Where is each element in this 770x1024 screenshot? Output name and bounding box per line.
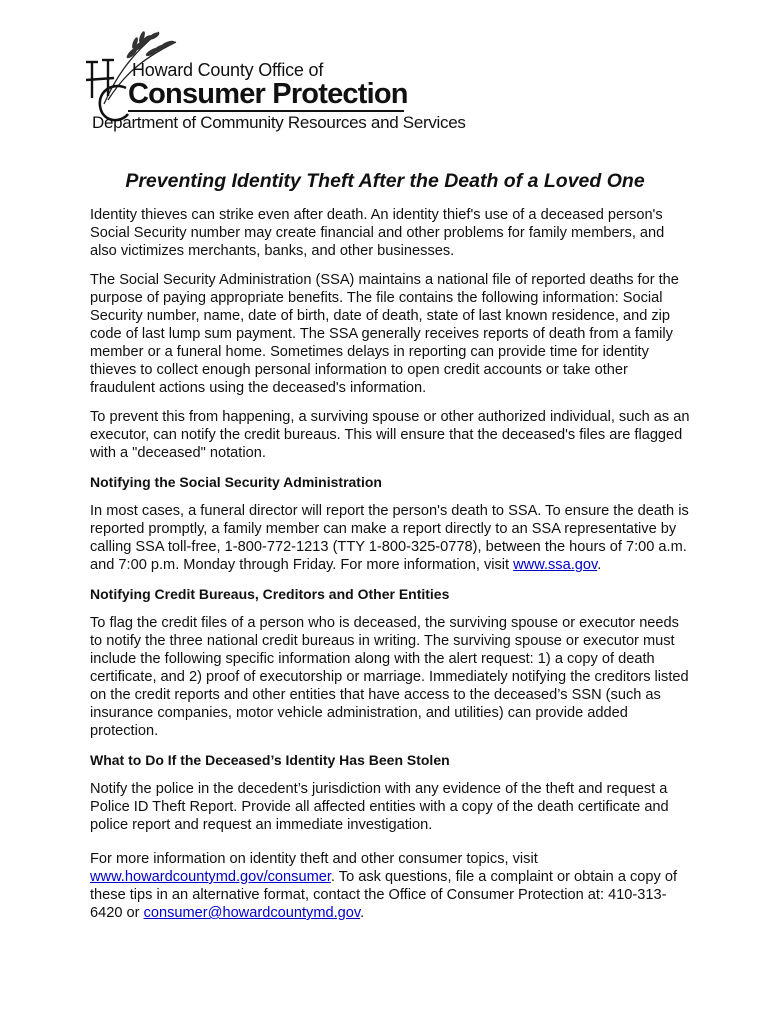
more-info-end: .: [360, 905, 365, 921]
stolen-section-paragraph: Notify the police in the decedent’s jurisdiction with any evidence of the theft and request a Police ID Theft Report. Provide all affected entities with a copy of the death certificate and police report and request an immediate investigation.: [90, 781, 669, 833]
more-info-paragraph: [90, 850, 690, 922]
consumer-website-link[interactable]: www.howardcountymd.gov/consumer: [90, 869, 331, 885]
credit-section-heading: Notifying Credit Bureaus, Creditors and Other Entities: [90, 586, 450, 602]
intro-paragraph: Identity thieves can strike even after death. An identity thief's use of a deceased person's Social Security number may create financial and other problems for family members, and also victimizes merchants, banks, and other businesses.: [90, 207, 665, 259]
ssa-website-link[interactable]: www.ssa.gov: [513, 557, 598, 573]
ssa-file-paragraph: The Social Security Administration (SSA) maintains a national file of reported deaths for the purpose of paying appropriate benefits. The file contains the following information: Social Security number, name, date of birth, date of death, state of last known residence, and zip code of last lump sum payment. The SSA generally receives reports of death from a family member or a funeral home. Sometimes delays in reporting can provide time for identity thieves to collect enough personal information to open credit accounts or take other fraudulent actions using the deceased's information.: [90, 272, 679, 396]
document-title: Preventing Identity Theft After the Death of a Loved One: [125, 170, 645, 192]
org-name-line2: Consumer Protection: [128, 78, 408, 110]
consumer-email-link[interactable]: consumer@howardcountymd.gov: [143, 905, 361, 921]
ssa-section-end: .: [597, 557, 602, 573]
prevention-paragraph: To prevent this from happening, a surviving spouse or other authorized individual, such as an executor, can notify the credit bureaus. This will ensure that the deceased's files are flagged with a "deceased" notation.: [90, 409, 690, 461]
contact-text: . To ask questions, file a complaint or obtain a copy of these tips in an alternative format, contact the Office of Consumer Protection at: 410-313-6420 or: [90, 869, 678, 921]
stolen-section-heading: What to Do If the Deceased’s Identity Has Been Stolen: [90, 752, 450, 768]
ssa-section-text: In most cases, a funeral director will report the person's death to SSA. To ensure the death is reported promptly, a family member can make a report directly to an SSA representative by calling SSA toll-free, 1-800-772-1213 (TTY 1-800-325-0778), between the hours of 7:00 a.m. and 7:00 p.m. Monday through Friday. For more information, visit: [90, 503, 689, 573]
document-body: [90, 206, 690, 933]
credit-section-paragraph: To flag the credit files of a person who is deceased, the surviving spouse or executor needs to notify the three national credit bureaus in writing. The surviving spouse or executor must include the following specific information along with the alert request: 1) a copy of death certificate, and 2) proof of executorship or marriage. Immediately notifying the creditors listed on the credit reports and other entities that have access to the deceased’s SSN (such as insurance companies, motor vehicle administration, and utilities) can provide added protection.: [90, 615, 689, 739]
ssa-section-heading: Notifying the Social Security Administration: [90, 474, 382, 490]
department-name: Department of Community Resources and Services: [92, 113, 466, 132]
ssa-section-paragraph: [90, 502, 690, 574]
more-info-text: For more information on identity theft and other consumer topics, visit: [90, 851, 538, 867]
org-name-line1: Howard County Office of: [132, 60, 324, 80]
org-logo: [84, 26, 466, 136]
